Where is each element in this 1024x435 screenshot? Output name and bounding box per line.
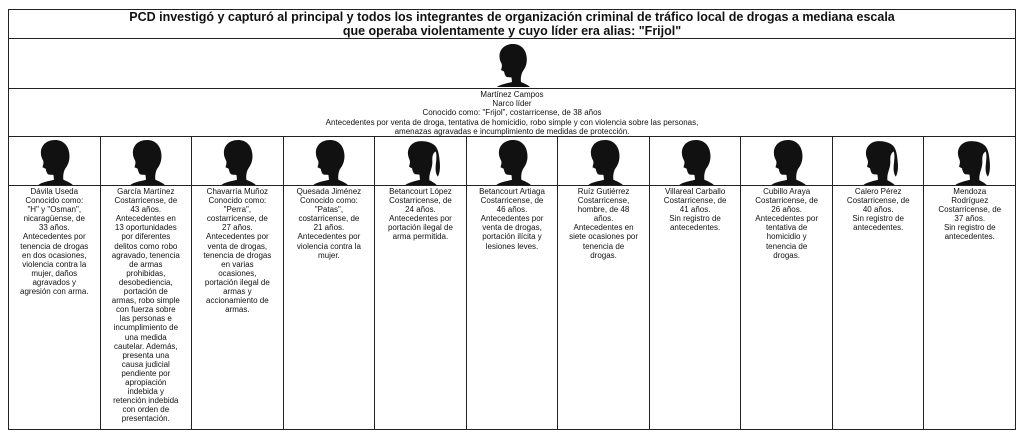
member-info-line: con fuerza sobre (116, 305, 176, 315)
member-info-line: de armas (129, 259, 163, 269)
member-info-line: desobediencia, (118, 277, 173, 287)
member-card (9, 137, 101, 429)
member-info-line: 27 años. (222, 223, 253, 233)
member-photo (833, 137, 924, 186)
leader-info-line: Antecedentes por venta de droga, tentativa de homicidio, robo simple y con violencia sobre las personas, (325, 117, 699, 127)
member-info-line: pendiente por (121, 368, 171, 378)
member-info-line: armas y (223, 287, 252, 297)
member-card (101, 137, 193, 429)
member-info-line: hombre, de 48 (577, 205, 630, 215)
member-info-line: Sin registro de (669, 214, 721, 224)
male-silhouette-icon (308, 139, 350, 185)
member-info-line: presentación. (121, 414, 170, 424)
member-info-line: tenencia de (582, 241, 625, 251)
member-info-line: portación ilícita y (482, 232, 542, 242)
member-description (935, 186, 1004, 242)
member-info-line: 24 años. (405, 205, 436, 215)
member-info-line: tenencia de drogas (20, 241, 89, 251)
chart-title (9, 10, 1015, 39)
member-photo (741, 137, 832, 186)
member-info-line: agravado, tenencia (111, 250, 180, 260)
member-info-line: armas, robo simple (111, 296, 180, 306)
member-info-line: portación ilegal de (387, 223, 453, 233)
male-silhouette-icon (492, 42, 532, 88)
member-card (558, 137, 650, 429)
member-card (375, 137, 467, 429)
member-info-line: Villareal Carballo (664, 187, 726, 196)
leader-info-line: Narco líder (492, 99, 532, 109)
female-silhouette-icon (949, 139, 991, 185)
member-info-line: Mendoza (953, 187, 987, 196)
member-info-line: antecedentes. (944, 232, 995, 242)
member-info-line: homicidio y (766, 232, 807, 242)
member-info-line: Betancourt Artiaga (479, 187, 545, 196)
member-info-line: Costarricense, de (114, 196, 178, 206)
member-info-line: Sin registro de (943, 223, 996, 233)
member-info-line: Costarricense, de (389, 196, 452, 206)
member-info-line: agresión con arma. (20, 287, 89, 297)
female-silhouette-icon (399, 139, 441, 185)
member-description (566, 186, 641, 260)
member-info-line: Costarricense, de (480, 196, 544, 206)
member-info-line: 43 años. (130, 205, 162, 215)
member-info-line: lesiones leves. (485, 241, 539, 251)
member-info-line: Costarricense, de (846, 196, 910, 206)
member-info-line: las personas e (119, 314, 172, 324)
member-info-line: Costarricense, (577, 196, 630, 206)
leader-info-line: Martínez Campos (480, 89, 544, 99)
member-info-line: 26 años. (771, 205, 802, 215)
member-info-line: antecedentes. (853, 223, 904, 233)
member-description (752, 186, 821, 260)
member-info-line: prohibidas, (126, 268, 166, 278)
member-photo (192, 137, 283, 186)
member-description (109, 186, 183, 423)
member-info-line: Chavarría Muñoz (206, 187, 269, 196)
member-info-line: Quesada Jiménez (296, 187, 362, 196)
member-info-line: tenencia de (765, 241, 808, 251)
member-info-line: Calero Pérez (854, 187, 902, 196)
member-info-line: ocasiones, (218, 268, 257, 278)
member-card (192, 137, 284, 429)
member-photo (924, 137, 1015, 186)
member-photo (375, 137, 466, 186)
member-info-line: presenta una (122, 350, 170, 360)
member-info-line: 21 años. (313, 223, 345, 233)
member-info-line: portación ilegal de (204, 277, 270, 287)
member-info-line: Antecedentes por (206, 232, 269, 242)
member-info-line: Costarricense, de (938, 205, 1002, 215)
member-info-line: en dos ocasiones, (22, 250, 87, 260)
title-line-2: que operaba violentamente y cuyo líder era alias: "Frijol" (342, 23, 682, 38)
member-description (385, 186, 456, 242)
member-description (294, 186, 364, 260)
member-info-line: arma permitida. (392, 232, 449, 242)
member-info-line: Antecedentes en (573, 223, 634, 233)
member-info-line: en varias (221, 259, 254, 269)
member-info-line: portación de (123, 287, 168, 297)
male-silhouette-icon (33, 139, 75, 185)
member-info-line: drogas. (773, 250, 800, 260)
member-info-line: accionamiento de (206, 296, 269, 306)
member-info-line: armas. (225, 305, 250, 315)
member-info-line: Antecedentes por (297, 232, 361, 242)
member-info-line: agravados y (32, 277, 77, 287)
male-silhouette-icon (766, 139, 808, 185)
member-photo (9, 137, 100, 186)
member-info-line: delitos como robo (114, 241, 178, 251)
member-info-line: incumplimiento de (113, 323, 179, 333)
member-description (844, 186, 913, 232)
leader-info-line: amenazas agravadas e incumplimiento de medidas de protección. (394, 126, 630, 136)
member-info-line: Ruíz Gutiérrez (577, 187, 630, 196)
leader-photo (9, 39, 1015, 89)
member-info-line: costarricense, de (206, 214, 268, 224)
member-info-line: con orden de (122, 405, 170, 415)
member-info-line: mujer. (318, 250, 340, 260)
member-info-line: causa judicial (121, 359, 170, 369)
member-info-line: retención indebida (113, 396, 179, 406)
member-info-line: Costarricense, de (663, 196, 727, 206)
member-info-line: indebida y (127, 387, 165, 397)
member-info-line: Antecedentes por (755, 214, 818, 224)
member-info-line: mujer, daños (31, 268, 78, 278)
member-info-line: antecedentes. (669, 223, 721, 233)
member-info-line: 37 años. (954, 214, 986, 224)
member-photo (558, 137, 649, 186)
member-card (741, 137, 833, 429)
leader-node (9, 39, 1015, 137)
member-info-line: costarricense, de (298, 214, 360, 224)
member-info-line: Rodríguez (951, 196, 989, 206)
member-info-line: Antecedentes por (480, 214, 544, 224)
member-info-line: Cubillo Araya (763, 187, 811, 196)
member-info-line: Sin registro de (852, 214, 904, 224)
member-card (833, 137, 925, 429)
male-silhouette-icon (492, 42, 532, 88)
member-info-line: Antecedentes por (22, 232, 86, 242)
member-info-line: venta de drogas, (482, 223, 542, 233)
member-info-line: violencia contra la (296, 241, 361, 251)
member-info-line: venta de drogas, (207, 241, 268, 251)
member-info-line: García Martínez (117, 187, 175, 196)
member-info-line: siete ocasiones por (569, 232, 639, 242)
female-silhouette-icon (857, 139, 899, 185)
member-info-line: "H" y "Osman", (27, 205, 82, 215)
member-info-line: 40 años. (862, 205, 894, 215)
member-info-line: 13 oportunidades (114, 223, 177, 233)
member-description (17, 186, 91, 296)
member-photo (101, 137, 192, 186)
member-description (476, 186, 548, 251)
male-silhouette-icon (674, 139, 716, 185)
male-silhouette-icon (583, 139, 625, 185)
member-info-line: drogas. (590, 250, 617, 260)
title-line-1: PCD investigó y capturó al principal y todos los integrantes de organización criminal de tráfico local de drogas a mediana escala (129, 10, 895, 24)
member-info-line: Antecedentes en (115, 214, 176, 224)
leader-info (326, 89, 699, 136)
member-info-line: Conocido como: (208, 196, 267, 206)
member-photo (650, 137, 741, 186)
member-info-line: violencia contra la (22, 259, 87, 269)
member-info-line: "Perra", (223, 205, 252, 215)
member-info-line: apropiación (125, 377, 167, 387)
member-description (200, 186, 274, 314)
member-card (284, 137, 376, 429)
members-row (9, 137, 1015, 429)
male-silhouette-icon (125, 139, 167, 185)
org-chart (8, 9, 1016, 430)
member-photo (284, 137, 375, 186)
member-info-line: Dávila Useda (30, 187, 79, 196)
member-info-line: Conocido como: (300, 196, 358, 206)
member-info-line: tentativa de (765, 223, 808, 233)
male-silhouette-icon (491, 139, 533, 185)
member-info-line: una medida (124, 332, 167, 342)
member-info-line: 46 años. (496, 205, 528, 215)
member-info-line: 33 años. (38, 223, 70, 233)
member-info-line: nicaragüense, de (23, 214, 85, 224)
member-description (661, 186, 730, 232)
member-card (650, 137, 742, 429)
member-info-line: "Patas", (314, 205, 344, 215)
member-info-line: Betancourt López (389, 187, 452, 196)
member-card (924, 137, 1015, 429)
member-info-line: Antecedentes por (389, 214, 452, 224)
member-info-line: años. (593, 214, 614, 224)
member-info-line: tenencia de drogas (203, 250, 272, 260)
member-photo (467, 137, 558, 186)
leader-info-line: Conocido como: "Frijol", costarricense, de 38 años (422, 108, 602, 118)
male-silhouette-icon (216, 139, 258, 185)
member-info-line: 41 años. (679, 205, 711, 215)
member-info-line: Conocido como: (25, 196, 84, 206)
member-info-line: Costarricense, de (755, 196, 818, 206)
member-info-line: por diferentes (121, 232, 171, 242)
member-info-line: cautelar. Además, (114, 341, 178, 351)
member-card (467, 137, 559, 429)
